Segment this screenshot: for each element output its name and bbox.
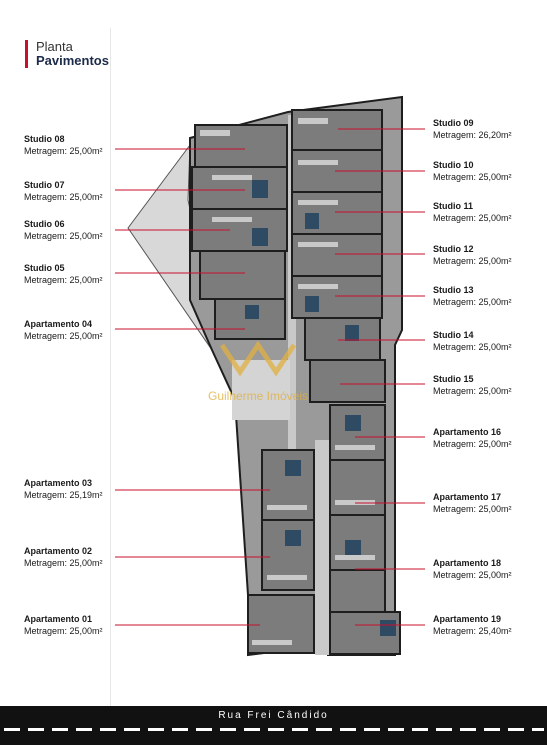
label-apartamento-17: Apartamento 17 Metragem: 25,00m² — [433, 492, 512, 514]
watermark-text: Guilherme Imóveis — [207, 389, 309, 403]
title-line-2: Pavimentos — [36, 53, 109, 68]
street-name: Rua Frei Cândido — [218, 710, 329, 721]
label-studio-06: Studio 06 Metragem: 25,00m² — [24, 219, 103, 241]
corridor-lower — [315, 440, 329, 655]
street-road-markings — [0, 727, 547, 733]
label-studio-13: Studio 13 Metragem: 25,00m² — [433, 285, 512, 307]
label-studio-11: Studio 11 Metragem: 25,00m² — [433, 201, 512, 223]
label-studio-14: Studio 14 Metragem: 25,00m² — [433, 330, 512, 352]
label-studio-05: Studio 05 Metragem: 25,00m² — [24, 263, 103, 285]
label-apartamento-02: Apartamento 02 Metragem: 25,00m² — [24, 546, 103, 568]
label-studio-12: Studio 12 Metragem: 25,00m² — [433, 244, 512, 266]
units-right-top — [292, 110, 385, 402]
label-studio-10: Studio 10 Metragem: 25,00m² — [433, 160, 512, 182]
label-studio-09: Studio 09 Metragem: 26,20m² — [433, 118, 512, 140]
label-studio-08: Studio 08 Metragem: 25,00m² — [24, 134, 103, 156]
label-studio-15: Studio 15 Metragem: 25,00m² — [433, 374, 512, 396]
title-line-1: Planta — [36, 39, 73, 54]
label-studio-07: Studio 07 Metragem: 25,00m² — [24, 180, 103, 202]
label-apartamento-19: Apartamento 19 Metragem: 25,40m² — [433, 614, 512, 636]
label-apartamento-04: Apartamento 04 Metragem: 25,00m² — [24, 319, 103, 341]
label-apartamento-01: Apartamento 01 Metragem: 25,00m² — [24, 614, 103, 636]
label-apartamento-18: Apartamento 18 Metragem: 25,00m² — [433, 558, 512, 580]
label-apartamento-03: Apartamento 03 Metragem: 25,19m² — [24, 478, 103, 500]
label-apartamento-16: Apartamento 16 Metragem: 25,00m² — [433, 427, 512, 449]
